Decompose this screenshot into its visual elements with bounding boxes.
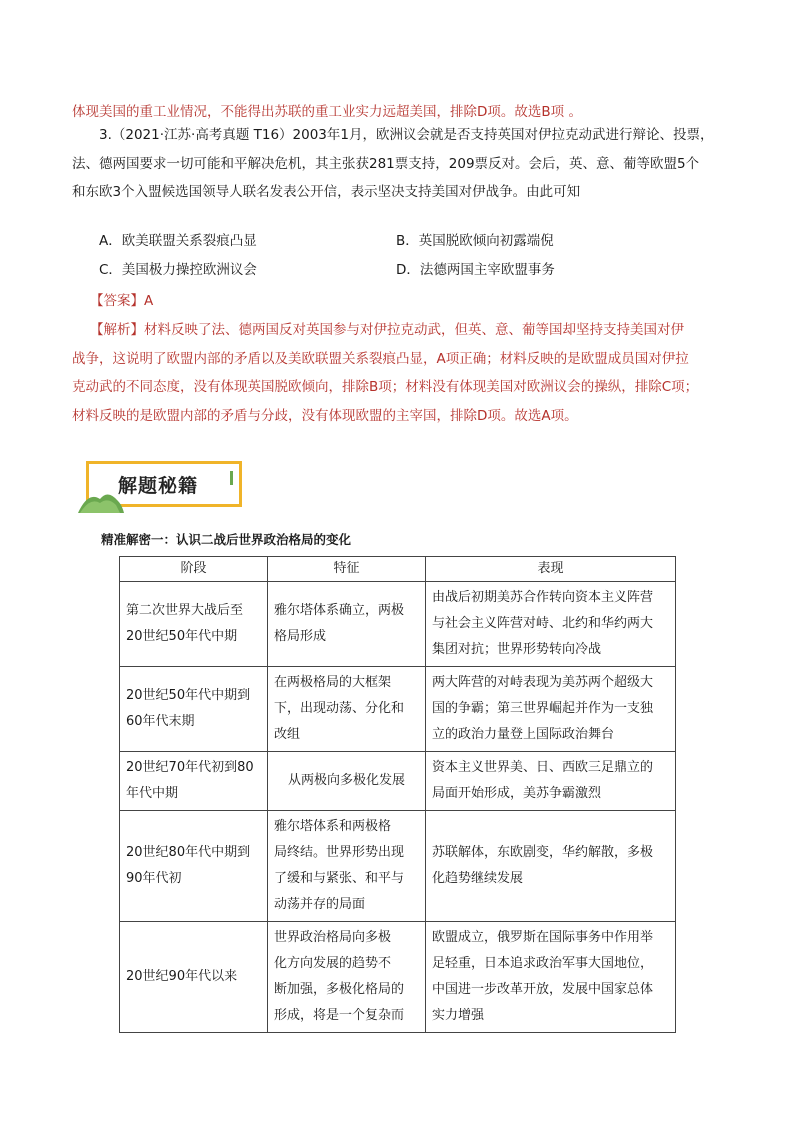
cell-line: 两大阵营的对峙表现为美苏两个超级大 xyxy=(432,675,654,690)
cell-line: 20世纪70年代初到80 xyxy=(126,760,254,775)
cell-feature xyxy=(268,667,426,752)
cell-feature xyxy=(268,582,426,667)
analysis-text: 材料反映了法、德两国反对英国参与对伊拉克动武，但英、意、葡等国却坚持支持美国对伊 xyxy=(144,322,684,338)
previous-analysis-tail: 体现美国的重工业情况，不能得出苏联的重工业实力远超美国，排除D项。故选B项 。 xyxy=(72,104,582,120)
world-politics-table xyxy=(119,556,676,1033)
cell-line: 化趋势继续发展 xyxy=(432,871,524,886)
cell-line: 中国进一步改革开放，发展中国家总体 xyxy=(432,982,654,997)
option-b: B．英国脱欧倾向初露端倪 xyxy=(396,233,554,249)
cell-line: 20世纪80年代中期到 xyxy=(126,845,251,860)
answer-value: A xyxy=(144,293,154,309)
cell-feature xyxy=(268,811,426,922)
cell-feature xyxy=(268,922,426,1033)
banner-title: 解题秘籍 xyxy=(118,475,199,497)
table-header-row xyxy=(120,557,676,582)
analysis-line: 材料反映的是欧盟内部的矛盾与分歧，没有体现欧盟的主宰国，排除D项。故选A项。 xyxy=(72,407,578,424)
analysis-line: 战争，这说明了欧盟内部的矛盾以及美欧联盟关系裂痕凸显，A项正确；材料反映的是欧盟成员国对伊拉 xyxy=(72,350,689,367)
table-row xyxy=(120,922,676,1033)
cell-line: 90年代初 xyxy=(126,871,182,886)
cell-line: 20世纪50年代中期 xyxy=(126,629,238,644)
table-row xyxy=(120,811,676,922)
cell-detail xyxy=(426,922,676,1033)
cell-line: 资本主义世界美、日、西欧三足鼎立的 xyxy=(432,760,654,775)
cell-stage xyxy=(120,922,268,1033)
table-row xyxy=(120,667,676,752)
cell-line: 实力增强 xyxy=(432,1008,485,1023)
cell-feature xyxy=(268,752,426,811)
cell-line: 形成，将是一个复杂而 xyxy=(274,1008,405,1023)
cell-line: 雅尔塔体系和两极格 xyxy=(274,819,392,834)
analysis-block xyxy=(72,316,698,430)
cell-stage xyxy=(120,667,268,752)
cell-line: 在两极格局的大框架 xyxy=(274,675,392,690)
analysis-line: 克动武的不同态度，没有体现英国脱欧倾向，排除B项；材料没有体现美国对欧洲议会的操纵，排除C项； xyxy=(72,379,699,396)
cell-line: 断加强，多极化格局的 xyxy=(274,982,405,997)
answer-tag: 【答案】 xyxy=(90,293,144,309)
option-d: D．法德两国主宰欧盟事务 xyxy=(396,262,555,278)
banner-accent-mark xyxy=(230,471,233,485)
cell-line: 由战后初期美苏合作转向资本主义阵营 xyxy=(432,590,654,605)
cell-line: 局面开始形成，美苏争霸激烈 xyxy=(432,786,602,801)
section-subheading: 精准解密一：认识二战后世界政治格局的变化 xyxy=(101,532,352,547)
cell-stage xyxy=(120,752,268,811)
cell-line: 化方向发展的趋势不 xyxy=(274,956,392,971)
header-detail: 表现 xyxy=(426,557,676,582)
cell-line: 20世纪50年代中期到 xyxy=(126,688,251,703)
cell-stage xyxy=(120,582,268,667)
cell-detail xyxy=(426,752,676,811)
cell-line: 苏联解体，东欧剧变，华约解散，多极 xyxy=(432,845,654,860)
cell-detail xyxy=(426,811,676,922)
cell-line: 60年代末期 xyxy=(126,714,195,729)
cell-line: 年代中期 xyxy=(126,786,179,801)
header-stage: 阶段 xyxy=(120,557,268,582)
cell-line: 足轻重，日本追求政治军事大国地位， xyxy=(432,956,654,971)
cell-stage xyxy=(120,811,268,922)
cell-line: 集团对抗；世界形势转向冷战 xyxy=(432,642,602,657)
section-banner xyxy=(78,461,248,513)
question-line: 法、德两国要求一切可能和平解决危机，其主张获281票支持，209票反对。会后，英、意、葡等欧盟5个 xyxy=(72,155,700,172)
analysis-first-line xyxy=(72,316,698,345)
option-a: A．欧美联盟关系裂痕凸显 xyxy=(99,233,257,249)
cell-line: 雅尔塔体系确立，两极 xyxy=(274,603,405,618)
cell-line: 下，出现动荡、分化和 xyxy=(274,701,405,716)
header-feature: 特征 xyxy=(268,557,426,582)
table-row xyxy=(120,582,676,667)
option-c: C．美国极力操控欧洲议会 xyxy=(99,262,257,278)
cell-line: 格局形成 xyxy=(274,629,327,644)
question-line: 3.（2021·江苏·高考真题 T16）2003年1月，欧洲议会就是否支持英国对伊拉克动武进行辩论、投票， xyxy=(99,127,714,143)
cell-line: 与社会主义阵营对峙、北约和华约两大 xyxy=(432,616,654,631)
answer xyxy=(90,292,153,310)
cell-line: 20世纪90年代以来 xyxy=(126,969,238,984)
table-row xyxy=(120,752,676,811)
cell-line: 局终结。世界形势出现 xyxy=(274,845,405,860)
cell-line: 欧盟成立，俄罗斯在国际事务中作用举 xyxy=(432,930,654,945)
cell-line: 从两极向多极化发展 xyxy=(287,773,405,788)
cell-line: 世界政治格局向多极 xyxy=(274,930,392,945)
cell-line: 动荡并存的局面 xyxy=(274,897,366,912)
cell-line: 立的政治力量登上国际政治舞台 xyxy=(432,727,615,742)
analysis-tag: 【解析】 xyxy=(90,322,144,338)
cell-detail xyxy=(426,667,676,752)
question-block xyxy=(72,121,713,207)
cell-line: 了缓和与紧张、和平与 xyxy=(274,871,405,886)
cell-line: 国的争霸；第三世界崛起并作为一支独 xyxy=(432,701,654,716)
question-line: 和东欧3个入盟候选国领导人联名发表公开信，表示坚决支持美国对伊战争。由此可知 xyxy=(72,184,581,201)
cell-line: 改组 xyxy=(274,727,301,742)
cell-line: 第二次世界大战后至 xyxy=(126,603,244,618)
cell-detail xyxy=(426,582,676,667)
